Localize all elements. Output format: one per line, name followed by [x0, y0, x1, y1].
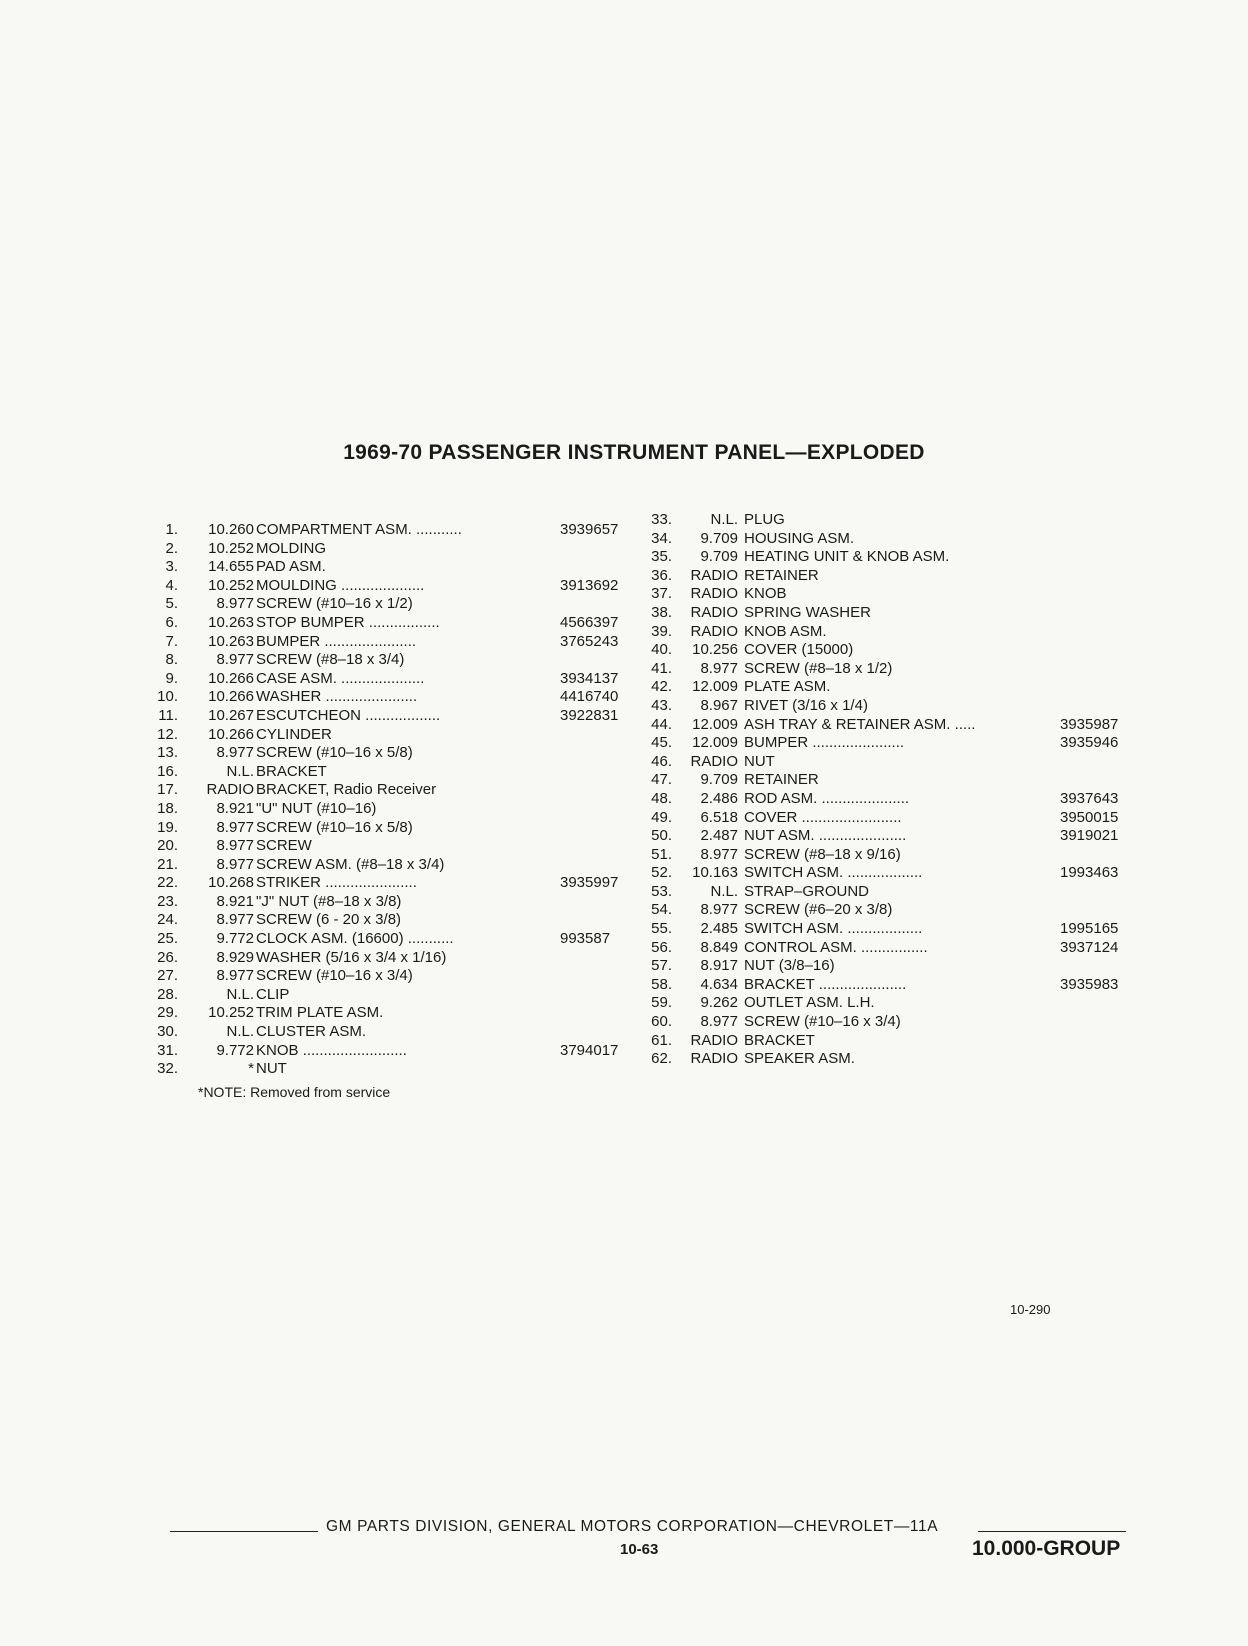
- part-number: 3765243: [560, 632, 619, 650]
- part-description: RETAINER: [744, 566, 819, 584]
- part-description: CASE ASM. ....................: [256, 669, 425, 687]
- item-number: 24.: [157, 911, 178, 929]
- item-number: 6.: [165, 613, 178, 631]
- parts-list-row: [644, 864, 1140, 883]
- parts-list-row: [644, 716, 1140, 735]
- item-number: 49.: [651, 808, 672, 826]
- group-number: 8.917: [700, 957, 738, 975]
- group-number: RADIO: [690, 752, 738, 770]
- part-number: 993587: [560, 930, 611, 948]
- part-description: SCREW (#10–16 x 5/8): [256, 744, 413, 762]
- item-number: 42.: [651, 678, 672, 696]
- part-description: SCREW (#10–16 x 3/4): [256, 967, 413, 985]
- part-description: BRACKET, Radio Receiver: [256, 781, 437, 799]
- item-number: 30.: [157, 1023, 178, 1041]
- group-number: 10.260: [208, 521, 254, 538]
- part-number: 4416740: [560, 688, 619, 706]
- parts-list-row: [150, 781, 630, 800]
- item-number: 22.: [157, 874, 178, 892]
- parts-list-row: [150, 540, 630, 559]
- part-description: CLOCK ASM. (16600) ...........: [256, 930, 454, 948]
- item-number: 9.: [165, 669, 178, 687]
- item-number: 45.: [651, 734, 672, 752]
- group-number: 10.268: [208, 874, 254, 892]
- part-number: 4566397: [560, 613, 619, 631]
- part-description: NUT (3/8–16): [744, 957, 835, 975]
- group-number: 4.634: [700, 975, 738, 993]
- part-description: BUMPER ......................: [256, 632, 417, 650]
- item-number: 40.: [651, 641, 672, 659]
- parts-list-row: [644, 585, 1140, 604]
- parts-list-row: [644, 976, 1140, 995]
- group-number: 8.977: [700, 901, 738, 919]
- parts-list-row: [644, 790, 1140, 809]
- part-description: WASHER (5/16 x 3/4 x 1/16): [256, 948, 447, 966]
- part-description: SPRING WASHER: [744, 603, 871, 621]
- group-number: RADIO: [690, 603, 738, 621]
- parts-list-row: [150, 986, 630, 1005]
- item-number: 21.: [157, 855, 178, 873]
- item-number: 27.: [157, 967, 178, 985]
- part-description: STRAP–GROUND: [744, 882, 870, 900]
- parts-list-row: [150, 911, 630, 930]
- group-number: 14.655: [208, 558, 254, 576]
- item-number: 31.: [157, 1041, 178, 1059]
- part-description: NUT: [256, 1060, 287, 1078]
- parts-list-row: [644, 957, 1140, 976]
- part-description: KNOB: [744, 585, 787, 603]
- item-number: 5.: [165, 595, 178, 613]
- group-number: 9.772: [216, 1041, 254, 1059]
- item-number: 61.: [651, 1031, 672, 1049]
- item-number: 47.: [651, 771, 672, 789]
- part-description: CYLINDER: [256, 725, 332, 743]
- parts-list-row: [644, 994, 1140, 1013]
- parts-list-row: [150, 744, 630, 763]
- item-number: 60.: [651, 1013, 672, 1031]
- group-number: 8.921: [216, 799, 254, 817]
- item-number: 26.: [157, 948, 178, 966]
- parts-list-row: [644, 753, 1140, 772]
- part-description: COVER ........................: [744, 808, 902, 826]
- part-number: 3939657: [560, 521, 619, 538]
- parts-list-row: [150, 595, 630, 614]
- item-number: 17.: [157, 781, 178, 799]
- part-description: RIVET (3/16 x 1/4): [744, 696, 868, 714]
- item-number: 16.: [157, 762, 178, 780]
- parts-list-row: [150, 819, 630, 838]
- part-number: 3935946: [1060, 734, 1119, 752]
- parts-list-row: [150, 1004, 630, 1023]
- part-description: PLATE ASM.: [744, 678, 831, 696]
- part-description: SCREW (#10–16 x 5/8): [256, 818, 413, 836]
- group-number: 10.266: [208, 688, 254, 706]
- part-number: 3919021: [1060, 827, 1119, 845]
- item-number: 11.: [158, 706, 178, 724]
- item-number: 12.: [157, 725, 178, 743]
- parts-list-row: [644, 511, 1140, 530]
- item-number: 2.: [165, 539, 178, 557]
- part-number: 1995165: [1060, 920, 1119, 938]
- item-number: 1.: [165, 521, 178, 538]
- group-number: 6.518: [700, 808, 738, 826]
- part-description: SCREW (#8–18 x 1/2): [744, 659, 893, 677]
- item-number: 57.: [651, 957, 672, 975]
- parts-list-row: [150, 633, 630, 652]
- group-number: 10.267: [208, 706, 254, 724]
- part-description: KNOB ASM.: [744, 622, 827, 640]
- parts-list-row: [150, 949, 630, 968]
- group-number: 10.263: [208, 632, 254, 650]
- parts-list-row: [644, 734, 1140, 753]
- group-number: 8.849: [700, 938, 738, 956]
- parts-list-row: [150, 893, 630, 912]
- group-number: 8.977: [700, 659, 738, 677]
- group-number: 12.009: [692, 715, 738, 733]
- parts-list-row: [150, 967, 630, 986]
- part-description: BRACKET: [744, 1031, 815, 1049]
- parts-list-right: [644, 511, 1140, 1069]
- part-description: NUT: [744, 752, 775, 770]
- parts-list-row: [150, 688, 630, 707]
- parts-list-row: [644, 920, 1140, 939]
- item-number: 56.: [651, 938, 672, 956]
- item-number: 28.: [157, 985, 178, 1003]
- parts-list-row: [644, 846, 1140, 865]
- parts-list-row: [150, 558, 630, 577]
- parts-list-row: [150, 1042, 630, 1061]
- group-number: RADIO: [690, 585, 738, 603]
- part-description: HEATING UNIT & KNOB ASM.: [744, 548, 950, 566]
- group-number: 2.486: [700, 789, 738, 807]
- parts-list-row: [644, 1050, 1140, 1069]
- item-number: 50.: [651, 827, 672, 845]
- group-number: RADIO: [690, 622, 738, 640]
- item-number: 39.: [651, 622, 672, 640]
- part-description: SCREW ASM. (#8–18 x 3/4): [256, 855, 445, 873]
- parts-list-row: [644, 827, 1140, 846]
- group-number: 10.252: [208, 1004, 254, 1022]
- parts-list-row: [150, 577, 630, 596]
- parts-list-row: [644, 678, 1140, 697]
- group-number: 9.709: [700, 529, 738, 547]
- group-number: 10.266: [208, 669, 254, 687]
- group-number: N.L.: [710, 882, 738, 900]
- group-number: 12.009: [692, 678, 738, 696]
- item-number: 29.: [157, 1004, 178, 1022]
- item-number: 10.: [157, 688, 178, 706]
- group-number: 10.256: [692, 641, 738, 659]
- group-number: 10.163: [692, 864, 738, 882]
- parts-list-row: [644, 660, 1140, 679]
- item-number: 13.: [157, 744, 178, 762]
- part-description: MOLDING: [256, 539, 327, 557]
- part-description: SCREW: [256, 837, 312, 855]
- group-number: 10.252: [208, 576, 254, 594]
- group-number: 8.977: [216, 818, 254, 836]
- parts-list-left: [150, 521, 630, 1079]
- page-title: 1969-70 PASSENGER INSTRUMENT PANEL—EXPLODED: [343, 441, 925, 464]
- parts-list-row: [644, 567, 1140, 586]
- part-description: OUTLET ASM. L.H.: [744, 994, 875, 1012]
- group-number: 8.977: [216, 855, 254, 873]
- item-number: 19.: [157, 818, 178, 836]
- parts-list-row: [644, 530, 1140, 549]
- item-number: 55.: [651, 920, 672, 938]
- parts-list-row: [150, 800, 630, 819]
- parts-list-row: [644, 1032, 1140, 1051]
- group-number: 8.921: [216, 892, 254, 910]
- item-number: 32.: [157, 1060, 178, 1078]
- group-number: 8.977: [700, 845, 738, 863]
- parts-list-row: [644, 883, 1140, 902]
- item-number: 43.: [651, 696, 672, 714]
- group-number: RADIO: [690, 1050, 738, 1068]
- footer-publisher: GM PARTS DIVISION, GENERAL MOTORS CORPORATION—CHEVROLET—11A: [326, 1518, 939, 1535]
- group-number: 2.485: [700, 920, 738, 938]
- group-number: 2.487: [700, 827, 738, 845]
- group-number: N.L.: [226, 985, 254, 1003]
- part-description: SCREW (#10–16 x 3/4): [744, 1013, 901, 1031]
- part-description: CLIP: [256, 985, 290, 1003]
- item-number: 59.: [651, 994, 672, 1012]
- part-description: CONTROL ASM. ................: [744, 938, 928, 956]
- parts-list-row: [150, 614, 630, 633]
- parts-list-row: [644, 641, 1140, 660]
- group-number: RADIO: [690, 1031, 738, 1049]
- item-number: 41.: [651, 659, 672, 677]
- group-number: 8.977: [216, 595, 254, 613]
- parts-list-row: [150, 521, 630, 540]
- part-description: SCREW (6 - 20 x 3/8): [256, 911, 402, 929]
- item-number: 44.: [651, 715, 672, 733]
- part-number: 3913692: [560, 576, 619, 594]
- part-description: CLUSTER ASM.: [256, 1023, 367, 1041]
- parts-list-row: [644, 1013, 1140, 1032]
- parts-list-row: [150, 651, 630, 670]
- part-description: TRIM PLATE ASM.: [256, 1004, 384, 1022]
- footer-rule-left: [170, 1531, 318, 1532]
- part-description: SCREW (#8–18 x 3/4): [256, 651, 405, 669]
- parts-list-row: [644, 901, 1140, 920]
- part-description: COMPARTMENT ASM. ...........: [256, 521, 462, 538]
- group-number: 9.772: [216, 930, 254, 948]
- item-number: 53.: [651, 882, 672, 900]
- item-number: 46.: [651, 752, 672, 770]
- group-number: 10.266: [208, 725, 254, 743]
- parts-list-row: [644, 771, 1140, 790]
- item-number: 54.: [651, 901, 672, 919]
- item-number: 23.: [157, 892, 178, 910]
- item-number: 51.: [651, 845, 672, 863]
- group-number: 8.977: [216, 744, 254, 762]
- part-number: 3794017: [560, 1041, 619, 1059]
- part-number: 3935983: [1060, 975, 1119, 993]
- parts-list-row: [644, 809, 1140, 828]
- parts-list-row: [150, 874, 630, 893]
- part-description: SWITCH ASM. ..................: [744, 864, 923, 882]
- parts-list-row: [150, 930, 630, 949]
- part-description: BRACKET .....................: [744, 975, 907, 993]
- group-number: 9.262: [700, 994, 738, 1012]
- group-number: 12.009: [692, 734, 738, 752]
- footer-group-label: 10.000-GROUP: [972, 1537, 1121, 1560]
- part-number: 3937643: [1060, 789, 1119, 807]
- part-description: "J" NUT (#8–18 x 3/8): [256, 892, 402, 910]
- part-description: SPEAKER ASM.: [744, 1050, 855, 1068]
- part-description: SCREW (#10–16 x 1/2): [256, 595, 413, 613]
- part-description: SCREW (#6–20 x 3/8): [744, 901, 893, 919]
- part-description: PLUG: [744, 511, 785, 528]
- group-number: RADIO: [206, 781, 254, 799]
- group-number: *: [248, 1060, 254, 1078]
- part-number: 3934137: [560, 669, 619, 687]
- group-number: N.L.: [226, 762, 254, 780]
- item-number: 3.: [165, 558, 178, 576]
- part-number: 3935987: [1060, 715, 1119, 733]
- page-code: 10-290: [1010, 1302, 1051, 1317]
- group-number: 8.977: [216, 837, 254, 855]
- group-number: 8.977: [216, 651, 254, 669]
- item-number: 7.: [165, 632, 178, 650]
- group-number: 8.967: [700, 696, 738, 714]
- group-number: 10.263: [208, 613, 254, 631]
- parts-list-row: [644, 548, 1140, 567]
- item-number: 38.: [651, 603, 672, 621]
- group-number: 8.977: [216, 967, 254, 985]
- part-description: NUT ASM. .....................: [744, 827, 907, 845]
- footer-rule-right: [978, 1531, 1126, 1532]
- item-number: 25.: [157, 930, 178, 948]
- parts-list-row: [150, 763, 630, 782]
- item-number: 36.: [651, 566, 672, 584]
- group-number: 8.929: [216, 948, 254, 966]
- item-number: 62.: [651, 1050, 672, 1068]
- group-number: 9.709: [700, 771, 738, 789]
- part-description: SCREW (#8–18 x 9/16): [744, 845, 901, 863]
- group-number: 8.977: [216, 911, 254, 929]
- part-number: 3922831: [560, 706, 619, 724]
- parts-list-row: [644, 697, 1140, 716]
- part-description: SWITCH ASM. ..................: [744, 920, 923, 938]
- item-number: 4.: [165, 576, 178, 594]
- part-description: ROD ASM. .....................: [744, 789, 910, 807]
- service-note: *NOTE: Removed from service: [198, 1084, 391, 1100]
- part-description: KNOB .........................: [256, 1041, 407, 1059]
- part-description: ESCUTCHEON ..................: [256, 706, 441, 724]
- part-description: RETAINER: [744, 771, 819, 789]
- part-description: STOP BUMPER .................: [256, 613, 440, 631]
- group-number: 8.977: [700, 1013, 738, 1031]
- part-description: HOUSING ASM.: [744, 529, 855, 547]
- part-description: PAD ASM.: [256, 558, 326, 576]
- group-number: 10.252: [208, 539, 254, 557]
- parts-list-row: [644, 623, 1140, 642]
- part-description: COVER (15000): [744, 641, 854, 659]
- part-description: STRIKER ......................: [256, 874, 417, 892]
- item-number: 8.: [165, 651, 178, 669]
- part-description: BRACKET: [256, 762, 327, 780]
- item-number: 48.: [651, 789, 672, 807]
- parts-list-row: [150, 1060, 630, 1079]
- group-number: 9.709: [700, 548, 738, 566]
- part-description: ASH TRAY & RETAINER ASM. .....: [744, 715, 976, 733]
- item-number: 34.: [651, 529, 672, 547]
- item-number: 58.: [651, 975, 672, 993]
- group-number: N.L.: [710, 511, 738, 528]
- part-description: BUMPER ......................: [744, 734, 905, 752]
- item-number: 52.: [651, 864, 672, 882]
- parts-list-row: [150, 856, 630, 875]
- group-number: RADIO: [690, 566, 738, 584]
- part-number: 3937124: [1060, 938, 1119, 956]
- parts-list-row: [150, 726, 630, 745]
- item-number: 18.: [157, 799, 178, 817]
- part-description: WASHER ......................: [256, 688, 418, 706]
- footer-page-number: 10-63: [620, 1541, 659, 1558]
- item-number: 35.: [651, 548, 672, 566]
- item-number: 33.: [651, 511, 672, 528]
- part-number: 1993463: [1060, 864, 1119, 882]
- part-description: "U" NUT (#10–16): [256, 799, 377, 817]
- part-description: MOULDING ....................: [256, 576, 425, 594]
- parts-list-row: [150, 670, 630, 689]
- parts-list-row: [644, 604, 1140, 623]
- parts-list-row: [150, 837, 630, 856]
- parts-list-row: [644, 939, 1140, 958]
- parts-list-row: [150, 1023, 630, 1042]
- item-number: 20.: [157, 837, 178, 855]
- group-number: N.L.: [226, 1023, 254, 1041]
- part-number: 3950015: [1060, 808, 1119, 826]
- item-number: 37.: [651, 585, 672, 603]
- part-number: 3935997: [560, 874, 619, 892]
- parts-list-row: [150, 707, 630, 726]
